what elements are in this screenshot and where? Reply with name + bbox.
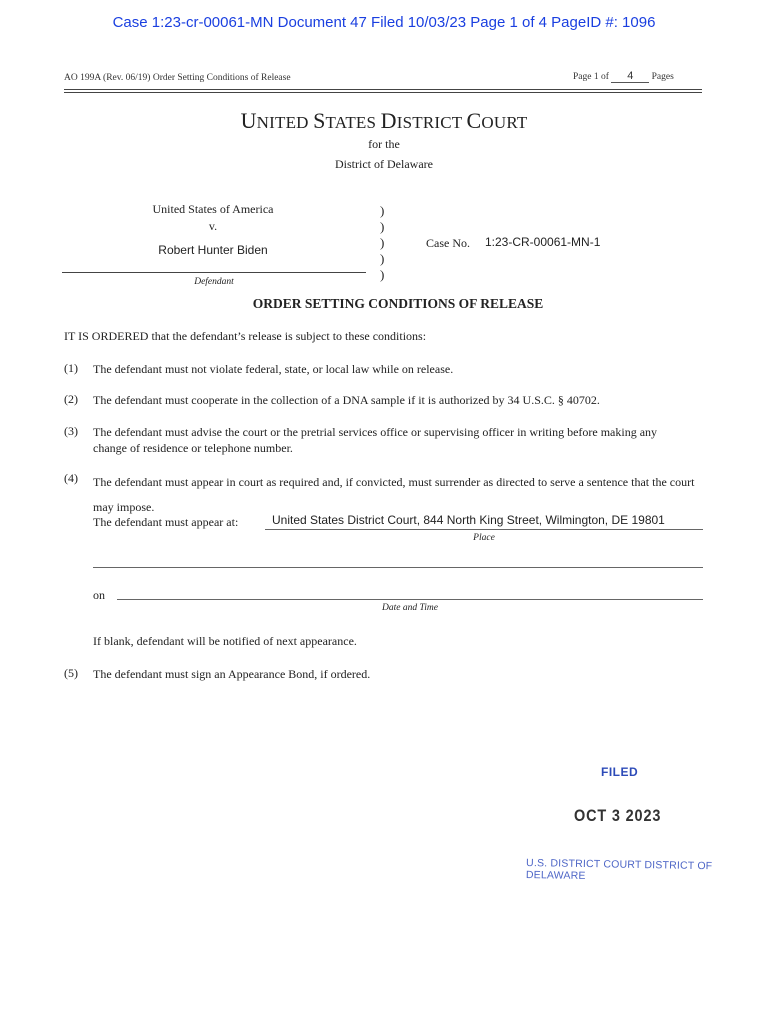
appearance-place: United States District Court, 844 North King Street, Wilmington, DE 19801 — [272, 513, 665, 527]
court-title-rest: NITED — [256, 113, 314, 132]
order-intro: IT IS ORDERED that the defendant’s release is subject to these conditions: — [64, 329, 427, 343]
document-header-stamp: Case 1:23-cr-00061-MN Document 47 Filed 10/03/23 Page 1 of 4 PageID #: 1096 — [112, 14, 656, 31]
appearance-label: The defendant must appear at: — [93, 515, 239, 529]
condition-number: (5) — [64, 666, 78, 680]
court-title — [0, 108, 768, 134]
place-rule — [265, 529, 703, 530]
filed-stamp-date: OCT 3 2023 — [574, 806, 662, 825]
court-title-cap: D — [380, 108, 397, 133]
header-rule-thin — [64, 89, 702, 90]
defendant-rule — [62, 272, 366, 273]
court-title-rest: OURT — [481, 113, 528, 132]
defendant-name: Robert Hunter Biden — [158, 243, 268, 257]
court-title-cap: U — [240, 108, 257, 133]
header-rule-thick — [64, 92, 702, 93]
place-caption: Place — [473, 533, 495, 543]
order-title: ORDER SETTING CONDITIONS OF RELEASE — [252, 296, 544, 311]
caption-paren: ) — [380, 251, 385, 266]
date-rule — [117, 599, 703, 600]
page-counter-suffix: Pages — [651, 72, 674, 82]
for-the-label: for the — [368, 137, 400, 151]
plaintiff-name: United States of America — [152, 202, 274, 216]
blank-line — [93, 567, 703, 568]
blank-note: If blank, defendant will be notified of next appearance. — [93, 634, 357, 648]
court-title-rest: ISTRICT — [396, 113, 467, 132]
condition-number: (4) — [64, 471, 78, 485]
caption-paren: ) — [380, 235, 385, 250]
on-label: on — [93, 588, 105, 602]
form-identifier: AO 199A (Rev. 06/19) Order Setting Conditions of Release — [64, 73, 291, 83]
district-name: District of Delaware — [335, 157, 433, 171]
condition-number: (2) — [64, 392, 78, 406]
date-caption: Date and Time — [382, 603, 438, 613]
condition-number: (3) — [64, 424, 78, 438]
page-counter-prefix: Page 1 of — [573, 72, 609, 82]
defendant-caption: Defendant — [194, 277, 234, 287]
court-title-cap: C — [466, 108, 482, 133]
caption-paren: ) — [380, 267, 385, 282]
caption-paren: ) — [380, 203, 385, 218]
court-title-rest: TATES — [325, 113, 381, 132]
page-total: 4 — [611, 70, 649, 83]
caption-paren: ) — [380, 219, 385, 234]
versus-label: v. — [208, 219, 218, 233]
condition-number: (1) — [64, 361, 78, 375]
condition-text: The defendant must advise the court or the pretrial services office or supervising officer in writing before making any change of residence or telephone number. — [93, 425, 658, 455]
case-number-label: Case No. — [426, 236, 470, 250]
filed-stamp-court: U.S. DISTRICT COURT DISTRICT OF DELAWARE — [525, 857, 713, 883]
page-counter — [573, 70, 674, 83]
condition-text: The defendant must sign an Appearance Bond, if ordered. — [93, 667, 371, 681]
condition-text: The defendant must appear in court as required and, if convicted, must surrender as directed to serve a sentence that the court may impose. — [93, 475, 695, 514]
filed-stamp: FILED — [601, 765, 639, 779]
court-title-cap: S — [313, 108, 326, 133]
condition-text: The defendant must not violate federal, state, or local law while on release. — [93, 362, 454, 376]
condition-text: The defendant must cooperate in the collection of a DNA sample if it is authorized by 34 U.S.C. § 40702. — [93, 393, 600, 407]
case-number-value: 1:23-CR-00061-MN-1 — [485, 235, 601, 249]
